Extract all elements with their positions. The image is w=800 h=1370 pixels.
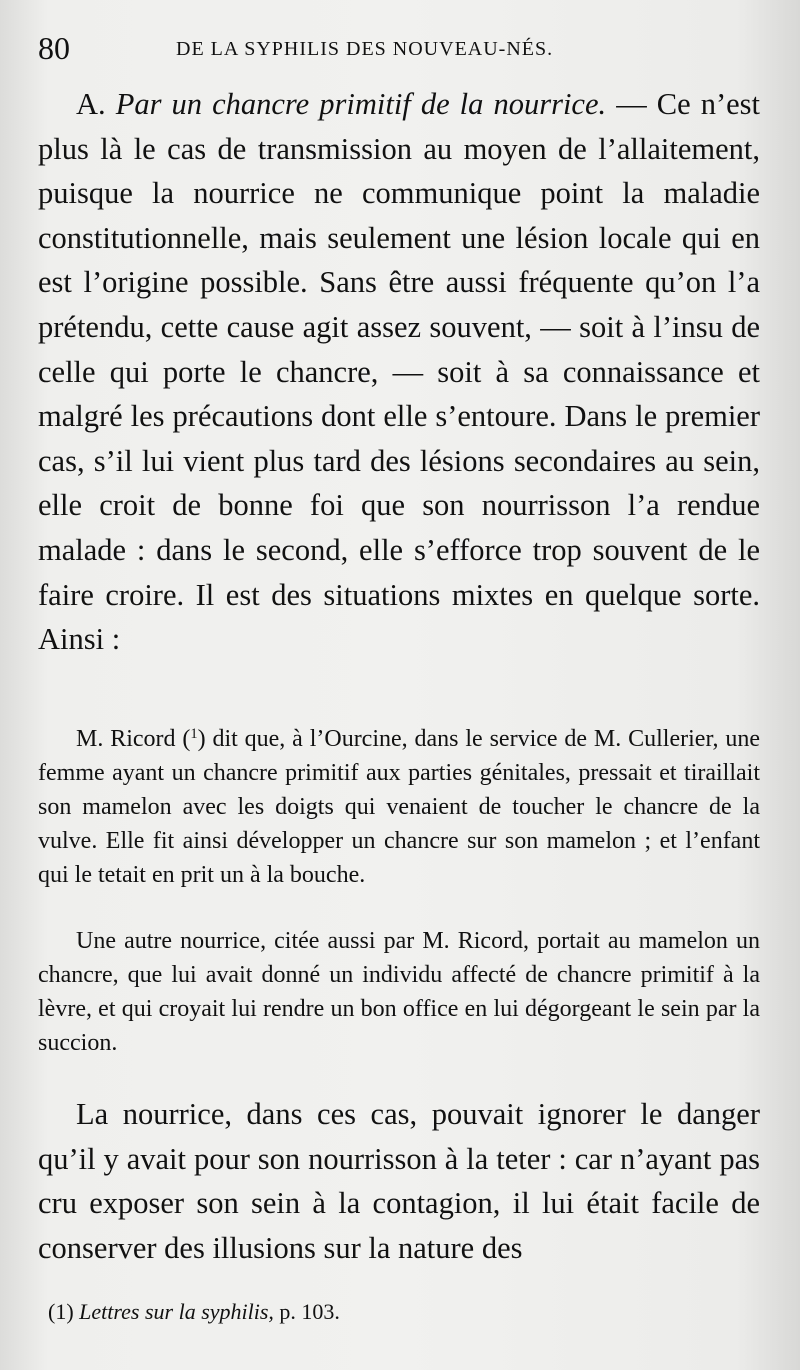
footnote-page: p. 103. — [273, 1299, 340, 1324]
page-header — [38, 28, 758, 68]
footnote-title: Lettres sur la syphilis, — [79, 1299, 274, 1324]
paragraph-danger-ignorance — [38, 1092, 760, 1270]
paragraph-text-rest: ) dit que, à l’Ourcine, dans le service de M. Cullerier, une femme ayant un chancre primitif aux parties génitales, pressait et tiraillait son mamelon avec les doigts qui venaient de toucher le chancre de la vulve. Elle fit ainsi développer un chancre sur son mamelon ; et l’enfant qui le tetait en prit un à la bouche. — [38, 726, 760, 888]
paragraph-text-start: M. Ricord ( — [76, 726, 191, 752]
footnote-mark: (1) — [48, 1299, 74, 1324]
paragraph-text: Une autre nourrice, citée aussi par M. Ricord, portait au mamelon un chancre, que lui avait donné un individu affecté de chancre primitif à la lèvre, et qui croyait lui rendre un bon office en lui dégorgeant le sein par la succion. — [38, 928, 760, 1056]
footnote-reference: 1 — [190, 726, 198, 743]
paragraph-second-case — [38, 924, 760, 1060]
footnote — [48, 1296, 340, 1328]
paragraph-transmission-by-chancre — [38, 82, 760, 662]
paragraph-ricord-case — [38, 722, 760, 892]
section-title: Par un chancre primitif de la nourrice. — [115, 87, 607, 121]
section-label: A. — [76, 87, 106, 121]
running-head: DE LA SYPHILIS DES NOUVEAU-NÉS. — [176, 38, 554, 60]
paragraph-text: — Ce n’est plus là le cas de transmission au moyen de l’allaitement, puisque la nourrice ne communique point la maladie constitutionnelle, mais seulement une lésion locale qui en est l’origine possible. Sans être aussi fréquente qu’on l’a prétendu, cette cause agit assez souvent, — soit à l’insu de celle qui porte le chancre, — soit à sa connaissance et malgré les précautions dont elle s’entoure. Dans le premier cas, s’il lui vient plus tard des lésions secondaires au sein, elle croit de bonne foi que son nourrisson l’a rendue malade : dans le second, elle s’efforce trop souvent de le faire croire. Il est des situations mixtes en quelque sorte. Ainsi : — [38, 87, 760, 657]
page-number: 80 — [38, 30, 70, 66]
paragraph-text: La nourrice, dans ces cas, pouvait ignorer le danger qu’il y avait pour son nourrisson à la teter : car n’ayant pas cru exposer son sein à la contagion, il lui était facile de conserver des illusions sur la nature des — [38, 1097, 760, 1265]
